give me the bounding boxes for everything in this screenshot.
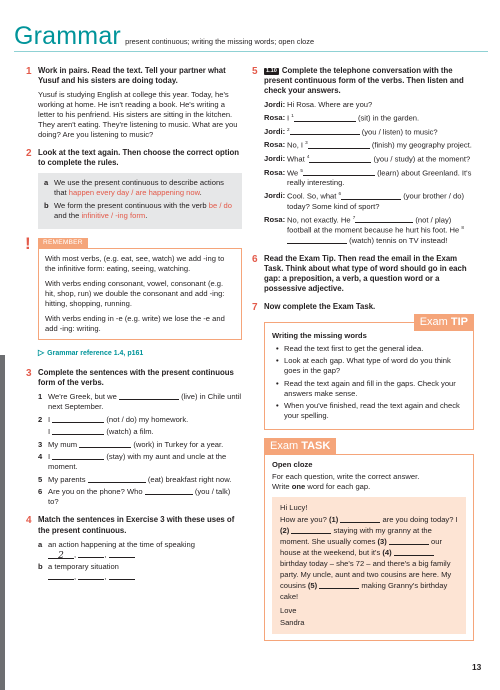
rule-b bbox=[44, 201, 236, 221]
remember-tag: REMEMBER bbox=[38, 238, 88, 249]
exercise-number: 6 bbox=[252, 253, 258, 265]
answer-blank[interactable] bbox=[109, 550, 135, 558]
dialog-line bbox=[264, 100, 474, 110]
tip-text: Look at each gap. What type of word do you think goes in the gap? bbox=[284, 356, 451, 376]
answer-blank[interactable] bbox=[290, 127, 360, 135]
dialog-text-part: (watch) tennis on TV instead! bbox=[349, 235, 448, 245]
use-item-b bbox=[38, 562, 242, 582]
exercise-number: 3 bbox=[26, 368, 32, 379]
task-instruction: For each question, write the correct answer. bbox=[272, 472, 420, 482]
exam-tip-tag bbox=[414, 314, 474, 331]
email-signature: Sandra bbox=[280, 618, 305, 628]
sentence-end: (not / do) my homework. bbox=[106, 414, 189, 424]
sentence-item bbox=[38, 392, 242, 412]
dialog-text bbox=[287, 154, 474, 165]
rule-option-choice[interactable]: infinitive / -ing form bbox=[81, 210, 146, 220]
gap-number: 6 bbox=[338, 191, 342, 197]
item-number: 1 bbox=[38, 392, 43, 402]
gap-label: (5) bbox=[307, 581, 318, 591]
exam-tip-box bbox=[264, 316, 474, 429]
dialog-text-part: (you / study) at the moment? bbox=[373, 154, 471, 164]
dialog-line bbox=[264, 113, 474, 124]
answer-blank[interactable] bbox=[48, 549, 77, 561]
instruction-text: Complete the telephone conversation with the present continuous form of the verbs. Then listen and check your answers. bbox=[264, 66, 464, 96]
answer-blank[interactable] bbox=[48, 572, 77, 582]
item-number: 5 bbox=[38, 474, 43, 484]
bullet-icon: • bbox=[276, 378, 279, 388]
answer-blank[interactable] bbox=[389, 537, 429, 545]
speaker-name: Rosa: bbox=[264, 167, 286, 177]
sentence-start: I bbox=[48, 414, 51, 424]
dialog-text bbox=[287, 191, 474, 212]
rule-text-end: . bbox=[145, 210, 148, 220]
exercise-instruction bbox=[264, 66, 474, 96]
separator: , bbox=[74, 572, 77, 582]
gap-number: 7 bbox=[352, 214, 356, 220]
rule-text-part: We use the present continuous to describe actions that bbox=[54, 177, 224, 197]
email-text-part: How are you? bbox=[280, 515, 327, 525]
answer-blank[interactable] bbox=[308, 141, 370, 149]
dialog-text-part: No, not exactly. He bbox=[287, 215, 351, 225]
sentence-start: Are you on the phone? Who bbox=[48, 487, 143, 497]
gap-number: 8 bbox=[461, 225, 464, 231]
exercise-instruction: Now complete the Exam Task. bbox=[264, 302, 376, 312]
header-rule bbox=[14, 51, 488, 52]
answer-blank[interactable] bbox=[79, 440, 131, 448]
gap-number: 2 bbox=[287, 126, 290, 132]
tip-bullet bbox=[272, 344, 466, 354]
item-letter: a bbox=[38, 539, 43, 549]
dialog-text-part: (your brother / do) today? Some kind of sport? bbox=[287, 191, 464, 211]
gap-label: (3) bbox=[377, 537, 387, 547]
sentence-item bbox=[38, 475, 242, 485]
sentence-end: (work) in Turkey for a year. bbox=[133, 439, 224, 449]
sentence-end: (eat) breakfast right now. bbox=[147, 474, 232, 484]
reading-text: Yusuf is studying English at college this year. Today, he's working at home. He isn't reading a book. He's writing a letter to his penfriend. His sisters are sitting in the kitchen. They aren't eating. They're listening to music. What are you doing? Are you listening to music? bbox=[38, 90, 238, 140]
gap-label: (1) bbox=[328, 515, 339, 525]
email-greeting: Hi Lucy! bbox=[280, 503, 308, 513]
dialog-text-part: (you / listen) to music? bbox=[361, 127, 438, 137]
tip-text: Read the text first to get the general idea. bbox=[284, 344, 424, 354]
sentence-item bbox=[38, 427, 242, 437]
section-title: Grammar bbox=[14, 22, 121, 50]
rule-text bbox=[54, 178, 236, 198]
rules-box bbox=[38, 173, 242, 229]
email-text-part: birthday today – she's 72 – and there's a big family party. My uncle, aunt and two cousins are here. My cousins bbox=[280, 559, 452, 591]
gap-number: 3 bbox=[305, 140, 308, 146]
page-edge-bar bbox=[0, 355, 5, 690]
sentence-end: (live) in Chile until next September. bbox=[48, 392, 242, 412]
exercise-1 bbox=[26, 66, 242, 140]
speaker-name: Jordi: bbox=[264, 126, 286, 136]
dialog-text-part: What bbox=[287, 154, 305, 164]
speaker-name: Rosa: bbox=[264, 140, 286, 150]
grammar-reference-link[interactable] bbox=[38, 348, 242, 359]
dialog-line bbox=[264, 140, 474, 151]
answer-blank[interactable] bbox=[52, 415, 104, 423]
phone-conversation bbox=[264, 100, 474, 245]
tag-word: Exam bbox=[419, 316, 448, 329]
gap-number: 4 bbox=[306, 154, 310, 160]
exercise-number: 5 bbox=[252, 66, 258, 77]
exercise-number: 7 bbox=[252, 302, 258, 314]
exercise-4 bbox=[26, 515, 242, 582]
remember-content bbox=[38, 248, 242, 340]
tip-bullet bbox=[272, 401, 466, 421]
exam-task-section bbox=[264, 438, 474, 642]
tag-word: Exam bbox=[270, 439, 299, 452]
page-number: 13 bbox=[472, 662, 482, 672]
rule-letter: b bbox=[44, 200, 49, 210]
exam-task-tag bbox=[264, 438, 336, 455]
audio-track-badge[interactable]: 1.10 bbox=[266, 68, 277, 74]
remember-paragraph: With most verbs, (e.g. eat, see, watch) we add -ing to the infinitive form: eating, seeing, watching. bbox=[45, 254, 225, 274]
speaker-name: Jordi: bbox=[264, 191, 286, 201]
right-column bbox=[252, 66, 474, 641]
gap-label: (2) bbox=[280, 526, 290, 536]
dialog-text-part: (sit) in the garden. bbox=[357, 113, 420, 123]
dialog-text-part: We bbox=[287, 168, 299, 178]
separator: , bbox=[104, 549, 107, 559]
sentence-start: My parents bbox=[48, 474, 86, 484]
dialog-text-part: I bbox=[287, 113, 290, 123]
rule-letter: a bbox=[44, 177, 49, 187]
item-number: 4 bbox=[38, 452, 43, 462]
bullet-icon: • bbox=[276, 400, 279, 410]
exercise-7 bbox=[252, 302, 474, 314]
exclamation-icon: ! bbox=[25, 233, 31, 253]
dialog-text bbox=[287, 140, 474, 151]
rule-a bbox=[44, 178, 236, 198]
answer-blank[interactable] bbox=[338, 191, 401, 200]
dialog-line bbox=[264, 154, 474, 165]
speaker-name: Jordi: bbox=[264, 100, 286, 110]
left-column bbox=[25, 66, 242, 590]
instruction-part: Write bbox=[272, 482, 292, 492]
use-description: a temporary situation bbox=[48, 562, 119, 572]
sentence-start: We're Greek, but we bbox=[48, 392, 117, 402]
answer-blank[interactable] bbox=[340, 515, 380, 523]
exercise-number: 2 bbox=[26, 148, 32, 160]
answer-blank[interactable] bbox=[303, 168, 375, 176]
instruction-part: word for each gap. bbox=[305, 482, 371, 492]
tag-word-bold: TASK bbox=[301, 439, 331, 452]
dialog-text-part: No, I bbox=[287, 141, 304, 151]
rule-text-part: and the bbox=[54, 210, 82, 220]
item-letter: b bbox=[38, 562, 43, 572]
use-description: an action happening at the time of speaking bbox=[48, 539, 195, 549]
item-number bbox=[38, 427, 51, 437]
arrow-right-icon: ▷ bbox=[38, 348, 45, 358]
dialog-text: Hi Rosa. Where are you? bbox=[287, 100, 373, 110]
dialog-text bbox=[287, 113, 474, 124]
page-header bbox=[14, 20, 494, 50]
speaker-name: Rosa: bbox=[264, 113, 286, 123]
rule-option-choice[interactable]: happen every day / are happening now bbox=[68, 187, 200, 197]
speaker-name: Rosa: bbox=[264, 214, 286, 224]
dialog-text bbox=[287, 215, 474, 246]
exercise-instruction: Work in pairs. Read the text. Tell your partner what Yusuf and his sisters are doing today. bbox=[38, 66, 226, 86]
dialog-text bbox=[287, 168, 474, 189]
answer-blank[interactable] bbox=[352, 214, 413, 223]
instruction-emphasis: one bbox=[291, 482, 306, 492]
grammar-reference-label: Grammar reference 1.4, p161 bbox=[47, 350, 144, 358]
tip-bullet bbox=[272, 379, 466, 399]
sentence-start: My mum bbox=[48, 439, 78, 449]
sentence-start: I bbox=[48, 452, 51, 462]
sentence-start: I bbox=[48, 427, 51, 437]
exercise-number: 1 bbox=[26, 66, 32, 77]
task-instruction bbox=[272, 482, 466, 492]
sentence-item bbox=[38, 415, 242, 425]
exercise-number: 4 bbox=[26, 515, 32, 527]
exercise-6 bbox=[252, 253, 474, 295]
exercise-instruction: Complete the sentences with the present continuous form of the verbs. bbox=[38, 368, 234, 388]
bullet-icon: • bbox=[276, 356, 279, 366]
answer-blank[interactable] bbox=[119, 392, 179, 400]
remember-paragraph: With verbs ending consonant, vowel, consonant (e.g. hit, shop, run) we double the consonant and add -ing: hitting, shopping, running. bbox=[45, 279, 225, 309]
separator: , bbox=[74, 549, 77, 559]
task-heading: Open cloze bbox=[272, 460, 313, 470]
speaker-name: Jordi: bbox=[264, 154, 286, 164]
separator: , bbox=[104, 572, 107, 582]
tip-bullet bbox=[272, 356, 466, 376]
tag-word-bold: TIP bbox=[450, 316, 468, 329]
tip-text: Read the text again and fill in the gaps. Check your answers make sense. bbox=[284, 378, 456, 398]
exercise-instruction: Match the sentences in Exercise 3 with these uses of the present continuous. bbox=[38, 515, 235, 535]
tip-text: When you've finished, read the text again and check your spelling. bbox=[284, 400, 460, 420]
gap-number: 1 bbox=[291, 113, 294, 119]
answer-blank[interactable] bbox=[319, 581, 359, 589]
rule-text-part: We form the present continuous with the verb bbox=[54, 200, 209, 210]
answer-blank[interactable] bbox=[78, 572, 107, 582]
handwritten-answer: 2 bbox=[58, 550, 64, 561]
exam-task-box bbox=[264, 454, 474, 641]
sentence-item bbox=[38, 452, 242, 472]
rule-text-end: . bbox=[199, 187, 202, 197]
sentence-end: (watch) a film. bbox=[106, 427, 154, 437]
answer-blank[interactable] bbox=[78, 549, 107, 559]
email-text-part: are you doing today? I bbox=[382, 515, 458, 525]
sentence-item bbox=[38, 487, 242, 507]
answer-blank[interactable] bbox=[88, 475, 146, 483]
section-subtitle: present continuous; writing the missing words; open cloze bbox=[125, 37, 315, 46]
gap-label: (4) bbox=[382, 548, 392, 558]
exercise-5 bbox=[252, 66, 474, 246]
dialog-text-part: (not / play) football at the moment because he hurt his foot. He bbox=[287, 215, 460, 235]
bullet-icon: • bbox=[276, 344, 279, 354]
answer-blank[interactable] bbox=[306, 154, 371, 163]
sentence-item bbox=[38, 440, 242, 450]
email-text-part: making Granny's birthday cake! bbox=[280, 581, 448, 602]
answer-blank[interactable] bbox=[52, 427, 104, 435]
exercise-instruction: Look at the text again. Then choose the correct option to complete the rules. bbox=[38, 148, 240, 168]
email-body bbox=[280, 514, 458, 602]
use-item-a bbox=[38, 540, 242, 560]
answer-blank[interactable] bbox=[291, 526, 331, 534]
answer-blank[interactable] bbox=[394, 548, 434, 556]
dialog-line bbox=[264, 127, 474, 138]
item-number: 3 bbox=[38, 439, 43, 449]
dialog-text-part: (finish) my geography project. bbox=[371, 141, 472, 151]
rule-option-choice[interactable]: be / do bbox=[208, 200, 233, 210]
email-text bbox=[272, 497, 466, 634]
item-number: 6 bbox=[38, 487, 43, 497]
item-number: 2 bbox=[38, 414, 43, 424]
answer-blank[interactable] bbox=[52, 452, 104, 460]
answer-blank[interactable] bbox=[109, 572, 135, 580]
email-text-part: our house at the weekend, but it's bbox=[280, 537, 443, 558]
email-signoff: Love bbox=[280, 606, 297, 616]
remember-box bbox=[25, 233, 242, 341]
tip-heading: Writing the missing words bbox=[272, 331, 367, 341]
sentence-end: (stay) with my aunt and uncle at the moment. bbox=[48, 452, 227, 472]
exercise-2 bbox=[26, 148, 242, 228]
email-text-part: staying with my granny at the moment. She usually comes bbox=[280, 526, 432, 547]
remember-paragraph: With verbs ending in -e (e.g. write) we lose the -e and add -ing: writing. bbox=[45, 314, 225, 334]
dialog-text-part: (learn) about Greenland. It's really interesting. bbox=[287, 168, 472, 188]
rule-text bbox=[54, 201, 236, 221]
answer-blank[interactable] bbox=[294, 114, 356, 122]
exercise-3 bbox=[26, 368, 242, 507]
dialog-text bbox=[287, 127, 474, 138]
answer-blank[interactable] bbox=[145, 487, 193, 495]
dialog-text-part: Cool. So, what bbox=[287, 191, 337, 201]
dialog-line bbox=[264, 191, 474, 212]
dialog-line bbox=[264, 168, 474, 189]
sentence-end: (you / talk) to? bbox=[48, 487, 231, 507]
gap-number: 5 bbox=[300, 167, 303, 173]
answer-blank[interactable] bbox=[287, 236, 347, 244]
dialog-line bbox=[264, 215, 474, 246]
exercise-instruction: Read the Exam Tip. Then read the email in the Exam Task. Think about what type of word should go in each gap: a preposition, a verb, a question word or a possessive adjective. bbox=[264, 253, 467, 294]
